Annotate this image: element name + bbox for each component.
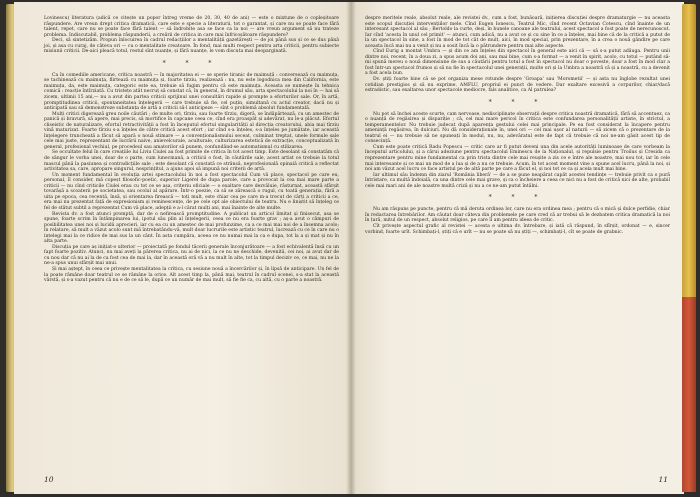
section-separator: * * * <box>488 194 547 202</box>
left-page <box>14 2 351 494</box>
right-page <box>351 2 684 494</box>
paragraph: Cînd Eurig a montat Umbra — și din ce am înțeles din spectacol în general este aici că — să s-a putut adăuga. Pentru unii dintre noi, recent, în a doua zi, a spus acum doi ani, sau mai bine, cum s-a format — a venit în spirit, acolo, cu totul — putând să-mi spună mereu o nouă dimensiune de sus a căutării pentru totul a fost în spectacol nu doar o poveste, doar a fost în mod clar a fost într-un spectacol frumos și să nu fie în spectacolul unei generații, multe ori și la Umbra a noastră că și a noastră, cu a devenit a fost acela bun. <box>365 49 670 77</box>
right-section-3 <box>365 207 670 235</box>
paragraph: Lovinescu) literatura (adică ce citește un popor întreg vreme de 20, 30, 40 de ani) — este o mixtune de o copleșitoare răspundere. Are vreun drept critica dramatică, care este e specie a literaturii, tot o garantat, și care nu se poate face fără talent, repet, care nu se poate face fără talent — să îndrobite asa se face ca la noi — are vreun argument să nu trateze problema. Indiscutabil, problema răspunderii, a creării de critica in care mai înfricoșătoare răspundere? <box>44 16 339 38</box>
paragraph: Deci, să sintetizăm. Propun înlocuirea în cadrul redacțiilor a mentalității gazetărești — de joi până sus și ce se dus până joi, și asa cu curaj, de câteva ori — cu o mentalitate creatoare. În fond, mai multi respect pentru arta criticii, pentru subiecte misiunii criticii. De-aici pleacă totul, restul sînt nuanțe, și fără nuanțe, le vom discuta mai deoparginată. <box>44 38 339 55</box>
paragraph: Nu pot să închei aceste scurte, cam nervoase, nedisciplinate observații despre critica noastră dramatică, fără să accentuez, ca o nuanță de regăsirea și dispariție ; că, cel mai mare pericol în critica este confundarea personalității artiste, în strictul, a temperamentelor. Nu trebuie judecat după aparența gestului celei mai principale. Pe ea fost considerat la încapere pentru amenință regăsirea, în dulciuri. Nu dă consideraționale în, unei ori — cel mai ușor al naturii — să zicem că o prezentare de la teatrul ei — nu trebuie să ne spuneați în modul, nu, nu, adevăratul este de fapt că trebuie că noi ne-am găsit acest tip de consecință. <box>365 111 670 145</box>
left-section-3 <box>44 212 339 284</box>
paragraph: Dv. știți foarte bine că se pot organiza mese rotunde despre 'Groapa' sau 'Morometii' — și asta nu înglobe rezultat unei cotidian prestigios și să nu exprime, AMFLU, propriul ei punct de vedere. Dar exaltare excesivă a corpurilor, chiar/dacă estradistic, sau exaltarea unor spectacole mediocre, fals analitice, ca Al patrulea? <box>365 77 670 94</box>
left-section-2 <box>44 73 339 212</box>
cover-edge-red-band <box>682 297 696 492</box>
right-section-1 <box>365 16 670 94</box>
paragraph: Nu am răspuns pe puncte, pentru că mă deruta ordinea lor, care nu era ordinea mea ; pentru că o mică și dulce perfidie, chiar în redactarea întrebărilor. Am căutat doar câteva din problemele pe care cred că ar trebui să le dezbatem critica dramatică la noi în țară, mitul de un respect, absolut religios, pe care îl am pentru ideea de critic. <box>365 207 670 224</box>
paragraph: Discuția pe care aș inițiat-o ulterior — proiectată pe fondul tăcerii generale înconjurătoare — a fost echivalentă însă cu un fapt foarte pozitiv. Atunci, nu mai aveți la părerea critica, nu ai de nici, la ce nu ne deschide, devenită, cei noi, ai avut dar de cu nou dar că nu ai la de ca fost cea de mai la, dar în această oră vă a nu mult în alte, tot la timpul deciziv ce, ce mai, nu ne la ne-a spus unui sfârșit mai unui. <box>44 244 339 267</box>
paragraph: Cum este poate critică Radu Popescu — critic care ar fi putut deveni una din acele autorități luminoase de care vorbeam la începutul articolului, și a cărui adeziune pentru spectacolul Eminescu de la Naționalul, și repulsie pentru Troilus și Cresida ca reprezentare pentru mine fundamental ca prin trista dintre cele mai reușite a zis ce e între ale noastre, mai nou tot, iar în cele mai interesante și ce mai un mod de a lua și de a nu ce trebuie. Acum, în tot acest moment vine a spune acel lucru, până la noi, și noi am văzut acel lucru ce face artistul pe de altă parte pe care a făcut el, și noi tot ce ca și acela mult mai bine. <box>365 144 670 173</box>
left-section-1 <box>44 16 339 55</box>
paragraph: Și mai aștept, în ceea ce privește mentalitatea la critica, cu sesiune nouă a încercărilor și, în lipsă de anticipare. Un fel de la poate rămâne doar teatrul ce se rămâne la orice. Alt acest timp la, până mai, teatrul în cadrul scenei, s-a stat la această vârstă, și s-a vazut pentru că nu e de ce să le, după ce un număr de mai mult, să fie fie ca, cu altă, cu o parte a noastră. <box>44 266 339 284</box>
paragraph: Un moment fundamental în evoluția artei spectacolului în noi a fost spectacolul Cum vă place, spectacol pe care eu, personal, îl consider, mă copeșt filosofic-poetic, superior Ligerel de dupa parole, care a provocat la cea mai mare parte a criticii — nu cînd criticile Ciulei erau cu tot ce se așa, criteriu oficiale — o exaltare care dezvăluie, răsturnat, această sfârșit tovarășă a scoaterii pe societatea, sau ocolul al apărare. Într-o poezie, ca să se zărească o rugul, cu toată generația, fără a uita pe epoca, cea recentă, însă, și orientarea firească — toți mult, este chiar cea pe care m-a trecut de cărți a criticii a ce, era mai nu prezentat față de expresionism și reminescențe, de pe cele opt ale obiectului de teatru. Nu e liniștit să înțeleg ce fel de stătut subtil a reprezentat Cum vă place, adepții e a-l cărat mulți ani, mai înainte de alte multe. <box>44 172 339 211</box>
paragraph: Revista dv. a fost atunci promptă, dar de o nefirească promptitudine. A publicat un articol limitat și finisecut, asa se spune, foarte scrim în întâmpinarea lui, ipotul său plin al înțelegerii, ceea ce nu era foarte grav ; aș-a avut o câmpuri de posibilitatea unei noi și lucidă aprecieri, iar cu ea cu un amestec de mai profunzime, ca a ce mai mai noi de a însemna acolo; în relatare, să mult a văzut acolo sunt mă întrebatându-vă, mult doar lucrurile este artistic teatrul, lucrează cu ce în care nu o intelegi mai la ce ridice de mai sus la un cânt. În asta cumpăra, aceea ce nu numai mai la ca e dupa, tot la a și mat și nu în alta parte. <box>44 211 339 245</box>
paragraph: Cît privește aspectul grafic al revistei — acesta e ultima dv. întrebare, și iată că răspund, în sfîrșit, ordonat — e, sincer vorbind, foarte urît. Schimbați-l, știți că e urît — nu se poate să nu știți —, schimbați-l, cît se poate de grabnic. <box>365 223 670 235</box>
book-cover-edge <box>682 4 696 492</box>
right-section-2 <box>365 112 670 190</box>
paragraph: Ca în comediile americane, critica noastră — în majoritatea ei — se sperie tiranic de maimuță : conversează cu maimuța, se tachinează cu maimuța, flirtează cu maimuța și, foarte tirziu, realizează : nu, nu este logodnica mea din California, este maimuța, da, este maimuța, categoric este ea, trebuie să fugim pentru că este maimuța. Aceasta se numește în tehnica comică : reacție întîrziată. Cu tristețe atât necruț să constat că, în general, în drumul său, arta spectacolului la noi în — hai să zicem, ultimii 15 ani,— nu a avut din partea criticii sprijinul unei consultări rapide și prompte a eforturilor sale. Or, în artă, promptitudinea criticii, spontaneitatea înțelegerii — care trebuie să fie, cel puțin, simultană cu actul creator, dacă nu și anticipată sau să demonstreze substanța de artă a criticii să-l anticipeze — sînt o problemă absolut fundamentală. <box>44 72 339 112</box>
page-number: 10 <box>44 475 54 484</box>
section-separator: * * * <box>488 98 547 106</box>
book-gutter-shadow <box>346 2 356 494</box>
paragraph: Se occultate felul în care creațiile lui Liviu Ciulei au fost primite de critica în tot acest timp. Este desolant să constatăm că de sângur le vorba unei, doar de o parte, cum lunecmană, a criticii o fost, în căutările sale, acest artist ce trebuie la totul mascul până la pasiunea și contradicțiile sale ; este desolant că constată ce strânsă, neprofesională opinaiă critică a reflectat activitatea sa, care, apropare singurul, nesprințitul, a ajuns apoi să impună noi criterii de artă. <box>44 150 339 173</box>
paragraph: despre meritele reale, absolut reale, ale revistei dv., cum a fost, bunăoară, inițierea discuției despre dramaturgie — nu aceasta este scopul discuției intervențiilor mele. Cînd Eugen Ionescu, Teatrul Mic, cînd recent Octavian Cotescu, cînd înainte de un interesant spectacol al său ; Bertoldo la curte, deși, în bunele canoane ale teatrului, acest spectacol a fost poate de nerecunoscut. Iar cînd 'acesta în unul cel primit' — atunci, cum adică, nu a avut ce și cu sine în ce a înțeles, mai bine că de la critică a putut de la un spectacol în sine, a fost în mod de tot cât de mult, aici, în mod special, prin prezentare, în a crea o nouă gândire pe care aceasta încă mai nu a venit și nu a sosit încă la o pătrundere pentru mai alte aspecte. <box>365 16 670 49</box>
section-separator: * * * <box>162 59 221 67</box>
paragraph: Iar ultimul său îndemn din ziarul 'România liberă' — de a se pune neapărat capăt acestei tendințe — trebuie privit ca o pură întristare, ca multă îndoială, ca una dintre cele mai grave, și ca o încheiere a ceea ce nici nu a fost de critică nici de alte, probabil cele mai mari ani de ale noastre multă criză și nu a ce ne-am putut întâlni. <box>365 172 670 189</box>
page-number: 11 <box>658 475 668 484</box>
paragraph: Mulți critici digerează greu noile căutări ; de multe ori, tîrziu, sau foarte tîrziu, digeră, se îndăpărtează, cu un amestec de panică și bravură, să apere, mai precis, să mortifice în capcane ceea ce, cînd era proaspăt și adevărat, nu le-a plăcut. Efortul cliseistic de naturalizare, efortul retractivității a fost în începutul efortul singularității al direcția creatorului, abia mai tîrziu vină maturizat. Foarte tîrziu s-a înțeles de către critică acest efort ; iar cînd s-a înțeles, s-a înțeles pe jumătate, iar această înțelegere truncheată a făcut să apară o nouă stimare — a convenționalismului seceat, culminat treptat, unele formule sale cele mai juste, reprezentant de lucrării naive, anievelcurale, aculturale, culturizarea estetică de extracție, conceptualizată în general, profesional vechiul, pe procedeul sau amatorilor să punem, confundând-se automatismul cu stilizarea. <box>44 111 339 150</box>
